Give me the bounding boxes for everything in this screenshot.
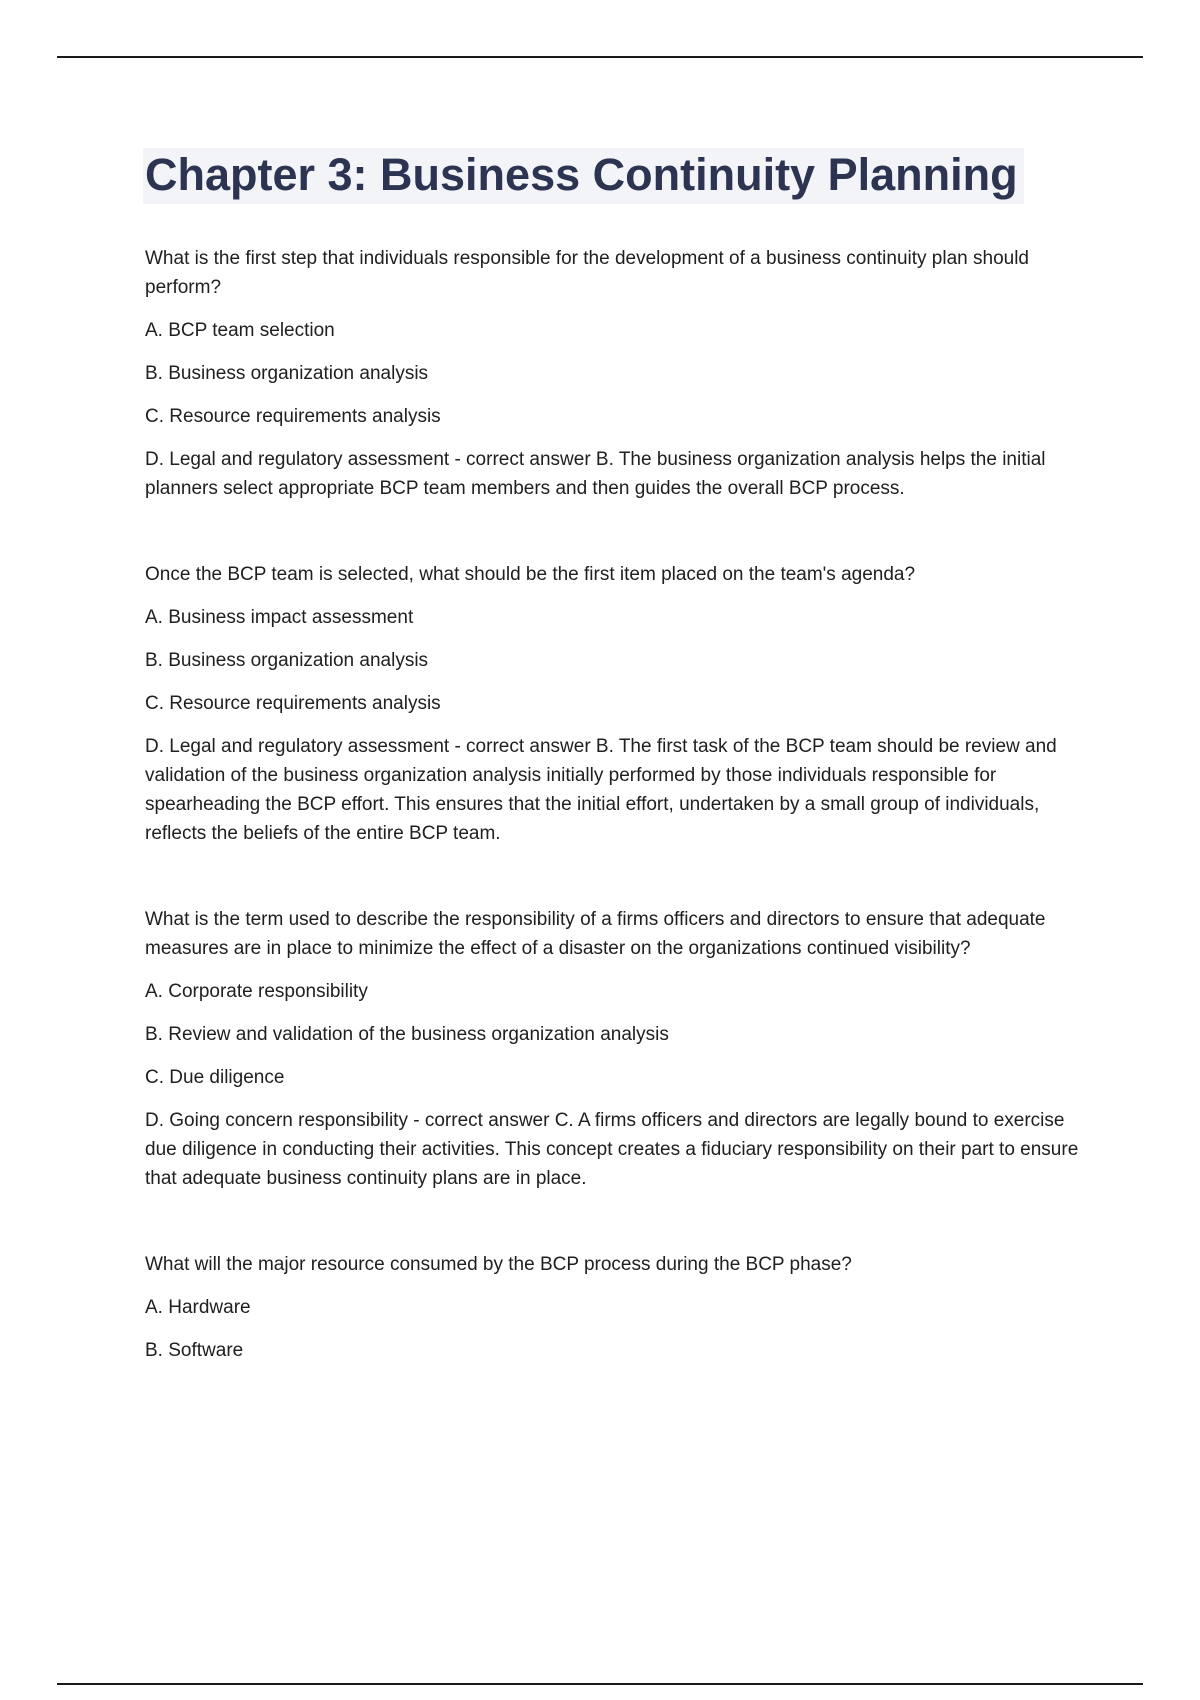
answer-option-c: C. Resource requirements analysis <box>145 693 441 714</box>
question-block-3 <box>145 905 1090 1193</box>
answer-option-d: D. Legal and regulatory assessment - correct answer B. The first task of the BCP team should be review and validation of the business organization analysis initially performed by those individuals responsible for spearheading the BCP effort. This ensures that the initial effort, undertaken by a small group of individuals, reflects the beliefs of the entire BCP team. <box>145 736 1057 844</box>
answer-option-b: B. Business organization analysis <box>145 363 429 384</box>
question-text: What will the major resource consumed by the BCP process during the BCP phase? <box>145 1254 852 1275</box>
answer-option-d: D. Legal and regulatory assessment - correct answer B. The business organization analysis helps the initial planners select appropriate BCP team members and then guides the overall BCP process. <box>145 449 1046 499</box>
answer-option-b: B. Business organization analysis <box>145 650 429 671</box>
answer-option-a: A. BCP team selection <box>145 320 335 341</box>
document-body <box>145 148 1090 1422</box>
answer-option-b: B. Software <box>145 1340 244 1361</box>
question-block-4 <box>145 1250 1090 1365</box>
question-block-2 <box>145 560 1090 848</box>
answer-option-c: C. Resource requirements analysis <box>145 406 441 427</box>
top-divider <box>57 56 1143 58</box>
answer-option-b: B. Review and validation of the business organization analysis <box>145 1024 669 1045</box>
title-highlight <box>143 148 1024 204</box>
answer-option-a: A. Business impact assessment <box>145 607 414 628</box>
answer-option-a: A. Hardware <box>145 1297 251 1318</box>
question-text: What is the first step that individuals responsible for the development of a business continuity plan should perform? <box>145 248 1030 298</box>
question-list <box>145 244 1090 1365</box>
question-text: Once the BCP team is selected, what should be the first item placed on the team's agenda? <box>145 564 916 585</box>
question-text: What is the term used to describe the responsibility of a firms officers and directors to ensure that adequate measures are in place to minimize the effect of a disaster on the organizations continued visibility? <box>145 909 1046 959</box>
answer-option-c: C. Due diligence <box>145 1067 285 1088</box>
answer-option-a: A. Corporate responsibility <box>145 981 368 1002</box>
page-title: Chapter 3: Business Continuity Planning <box>145 149 1018 200</box>
answer-option-d: D. Going concern responsibility - correct answer C. A firms officers and directors are legally bound to exercise due diligence in conducting their activities. This concept creates a fiduciary responsibility on their part to ensure that adequate business continuity plans are in place. <box>145 1110 1079 1189</box>
question-block-1 <box>145 244 1090 503</box>
bottom-divider <box>57 1683 1143 1685</box>
